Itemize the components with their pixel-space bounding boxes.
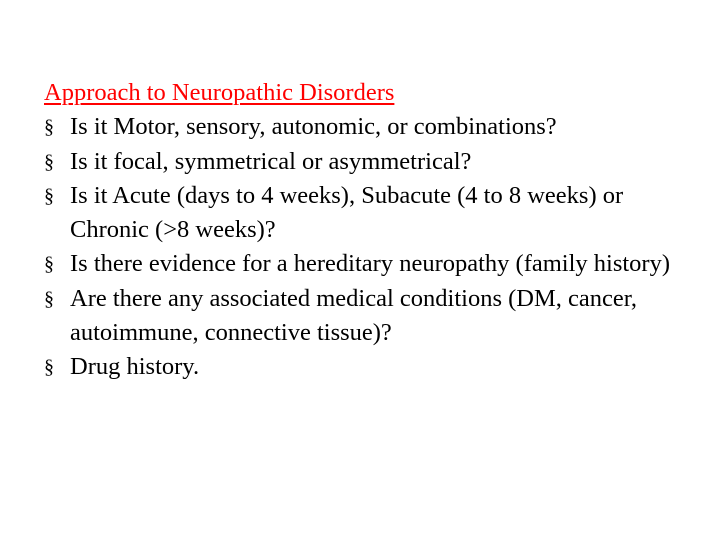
bullet-item xyxy=(44,247,704,281)
bullet-item xyxy=(44,110,704,144)
bullet-list xyxy=(44,110,704,384)
bullet-icon: § xyxy=(44,116,54,139)
bullet-text: Is it Motor, sensory, autonomic, or combinations? xyxy=(70,113,557,141)
bullet-text: Is it Acute (days to 4 weeks), Subacute (4 to 8 weeks) or Chronic (>8 weeks)? xyxy=(70,181,624,244)
bullet-item xyxy=(44,350,704,384)
bullet-icon: § xyxy=(44,184,54,207)
slide-content xyxy=(44,76,704,385)
bullet-text: Drug history. xyxy=(70,353,200,381)
bullet-item xyxy=(44,179,704,248)
bullet-item xyxy=(44,282,704,351)
bullet-text: Is there evidence for a hereditary neuropathy (family history) xyxy=(70,250,670,278)
bullet-text: Are there any associated medical conditions (DM, cancer, autoimmune, connective tissue)? xyxy=(70,284,638,347)
bullet-icon: § xyxy=(44,287,54,310)
bullet-item xyxy=(44,145,704,179)
bullet-icon: § xyxy=(44,150,54,173)
slide-title: Approach to Neuropathic Disorders xyxy=(44,79,395,106)
bullet-icon: § xyxy=(44,253,54,276)
bullet-icon: § xyxy=(44,356,54,379)
bullet-text: Is it focal, symmetrical or asymmetrical? xyxy=(70,147,472,175)
